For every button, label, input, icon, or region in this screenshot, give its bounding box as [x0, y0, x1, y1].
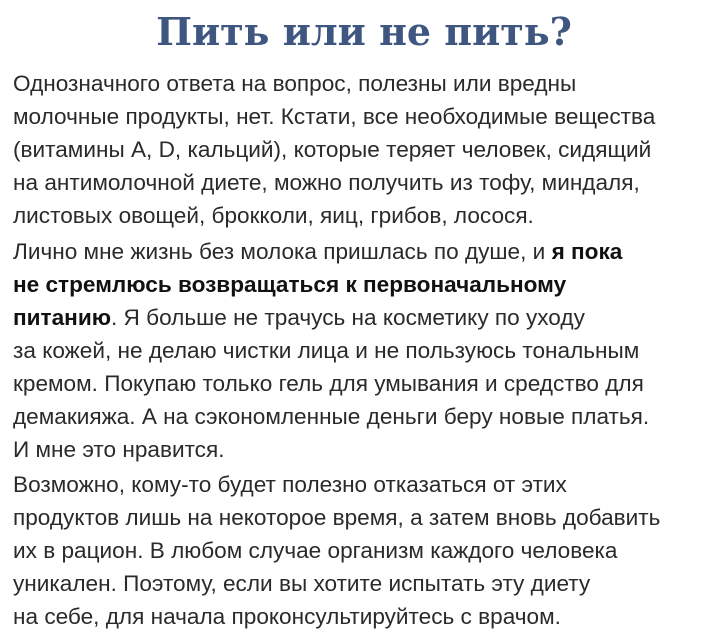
paragraph-text: . Я больше не трачусь на косметику по уходу [111, 305, 585, 330]
paragraph-line: Возможно, кому-то будет полезно отказаться от этих [13, 472, 567, 497]
article-title: Пить или не пить? [156, 9, 572, 54]
paragraph-line: кремом. Покупаю только гель для умывания и средство для [13, 371, 644, 396]
paragraph-line: на антимолочной диете, можно получить из тофу, миндаля, [13, 170, 640, 195]
paragraph-line: молочные продукты, нет. Кстати, все необходимые вещества [13, 104, 656, 129]
paragraph-line: (витамины A, D, кальций), которые теряет человек, сидящий [13, 137, 652, 162]
paragraph-line: за кожей, не делаю чистки лица и не пользуюсь тональным [13, 338, 640, 363]
paragraph-2 [13, 235, 713, 466]
paragraph-line: их в рацион. В любом случае организм каждого человека [13, 538, 618, 563]
paragraph-3 [13, 468, 713, 633]
paragraph-line: И мне это нравится. [13, 437, 225, 462]
emphasis-text: я пока [551, 239, 623, 264]
paragraph-line [13, 268, 713, 301]
paragraph-line: на себе, для начала проконсультируйтесь с врачом. [13, 604, 561, 629]
emphasis-text: питанию [13, 305, 111, 330]
paragraph-line: листовых овощей, брокколи, яиц, грибов, лосося. [13, 203, 534, 228]
emphasis-text: не стремлюсь возвращаться к первоначальному [13, 272, 567, 297]
paragraph-1 [13, 67, 713, 232]
paragraph-line [13, 235, 713, 268]
paragraph-line: продуктов лишь на некоторое время, а затем вновь добавить [13, 505, 661, 530]
paragraph-text: Лично мне жизнь без молока пришлась по душе, и [13, 239, 552, 264]
paragraph-line: демакияжа. А на сэкономленные деньги беру новые платья. [13, 404, 650, 429]
paragraph-line [13, 301, 713, 334]
paragraph-line: Однозначного ответа на вопрос, полезны или вредны [13, 71, 577, 96]
paragraph-line: уникален. Поэтому, если вы хотите испытать эту диету [13, 571, 591, 596]
